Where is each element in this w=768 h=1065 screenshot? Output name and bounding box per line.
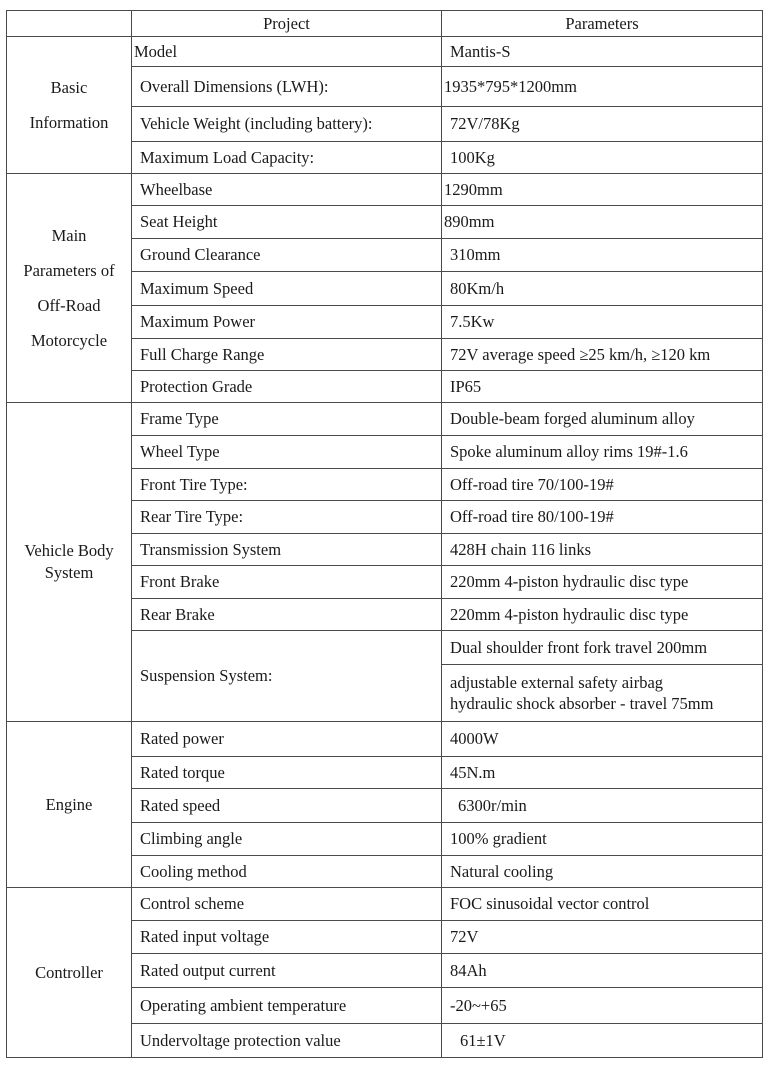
param-label: Rated torque xyxy=(132,757,442,789)
param-label: Rated input voltage xyxy=(132,921,442,954)
param-label: Full Charge Range xyxy=(132,339,442,371)
param-value: Off-road tire 70/100-19# xyxy=(442,469,763,501)
table-row xyxy=(7,722,763,757)
param-label: Operating ambient temperature xyxy=(132,988,442,1024)
param-value: Double-beam forged aluminum alloy xyxy=(442,403,763,436)
group-title-line: Parameters of xyxy=(23,261,115,280)
param-value: 220mm 4-piston hydraulic disc type xyxy=(442,599,763,631)
param-value: 1290mm xyxy=(442,174,763,206)
param-value: 80Km/h xyxy=(442,272,763,306)
param-value: 310mm xyxy=(442,239,763,272)
group-vehicle-body-system xyxy=(7,403,132,722)
group-controller xyxy=(7,888,132,1058)
param-label: Rated power xyxy=(132,722,442,757)
param-label: Cooling method xyxy=(132,856,442,888)
group-title-line: Vehicle Body xyxy=(24,541,114,560)
param-value: 100% gradient xyxy=(442,823,763,856)
param-value: 84Ah xyxy=(442,954,763,988)
param-label: Wheel Type xyxy=(132,436,442,469)
param-value: 1935*795*1200mm xyxy=(442,67,763,107)
param-label: Frame Type xyxy=(132,403,442,436)
param-label: Front Tire Type: xyxy=(132,469,442,501)
table-row xyxy=(7,888,763,921)
param-label: Protection Grade xyxy=(132,371,442,403)
param-label: Undervoltage protection value xyxy=(132,1024,442,1058)
param-label: Seat Height xyxy=(132,206,442,239)
param-label: Model xyxy=(132,37,442,67)
param-value: 100Kg xyxy=(442,142,763,174)
param-value-line: hydraulic shock absorber - travel 75mm xyxy=(450,694,714,713)
param-value: 890mm xyxy=(442,206,763,239)
param-label: Rated speed xyxy=(132,789,442,823)
group-title-line: Controller xyxy=(35,962,103,982)
param-value: 428H chain 116 links xyxy=(442,534,763,566)
param-label: Climbing angle xyxy=(132,823,442,856)
param-label: Maximum Load Capacity: xyxy=(132,142,442,174)
param-value: Spoke aluminum alloy rims 19#-1.6 xyxy=(442,436,763,469)
param-value: FOC sinusoidal vector control xyxy=(442,888,763,921)
param-value: 4000W xyxy=(442,722,763,757)
param-label: Rated output current xyxy=(132,954,442,988)
group-title-line: System xyxy=(44,563,94,582)
param-label: Rear Brake xyxy=(132,599,442,631)
param-label: Transmission System xyxy=(132,534,442,566)
group-basic-information xyxy=(7,37,132,174)
param-value-multiline xyxy=(442,665,763,722)
param-label: Rear Tire Type: xyxy=(132,501,442,534)
group-title-line: Off-Road xyxy=(37,296,101,315)
group-title-line: Basic xyxy=(50,78,88,97)
param-value: 72V xyxy=(442,921,763,954)
param-label: Maximum Power xyxy=(132,306,442,339)
group-main-parameters xyxy=(7,174,132,403)
param-value: Off-road tire 80/100-19# xyxy=(442,501,763,534)
param-value: 7.5Kw xyxy=(442,306,763,339)
header-parameters: Parameters xyxy=(442,11,763,37)
param-value: Dual shoulder front fork travel 200mm xyxy=(442,631,763,665)
table-row xyxy=(7,403,763,436)
param-value: Mantis-S xyxy=(442,37,763,67)
param-label: Wheelbase xyxy=(132,174,442,206)
specification-table xyxy=(6,10,763,1058)
param-value: 72V/78Kg xyxy=(442,107,763,142)
param-value-line: adjustable external safety airbag xyxy=(450,673,664,692)
param-value: 61±1V xyxy=(442,1024,763,1058)
param-label: Control scheme xyxy=(132,888,442,921)
param-value: 72V average speed ≥25 km/h, ≥120 km xyxy=(442,339,763,371)
param-value: Natural cooling xyxy=(442,856,763,888)
param-value: 220mm 4-piston hydraulic disc type xyxy=(442,566,763,599)
table-row xyxy=(7,37,763,67)
param-label: Suspension System: xyxy=(132,631,442,722)
header-row xyxy=(7,11,763,37)
param-value: -20~+65 xyxy=(442,988,763,1024)
group-title-line: Main xyxy=(51,226,87,245)
param-value: 45N.m xyxy=(442,757,763,789)
group-title-line: Information xyxy=(29,113,109,132)
table-row xyxy=(7,174,763,206)
param-label: Maximum Speed xyxy=(132,272,442,306)
param-value: 6300r/min xyxy=(442,789,763,823)
group-title-line: Motorcycle xyxy=(30,331,108,350)
header-project: Project xyxy=(132,11,442,37)
group-title-line: Engine xyxy=(45,794,93,814)
group-engine xyxy=(7,722,132,888)
param-label: Vehicle Weight (including battery): xyxy=(132,107,442,142)
header-blank xyxy=(7,11,132,37)
param-label: Overall Dimensions (LWH): xyxy=(132,67,442,107)
param-label: Front Brake xyxy=(132,566,442,599)
param-label: Ground Clearance xyxy=(132,239,442,272)
param-value: IP65 xyxy=(442,371,763,403)
